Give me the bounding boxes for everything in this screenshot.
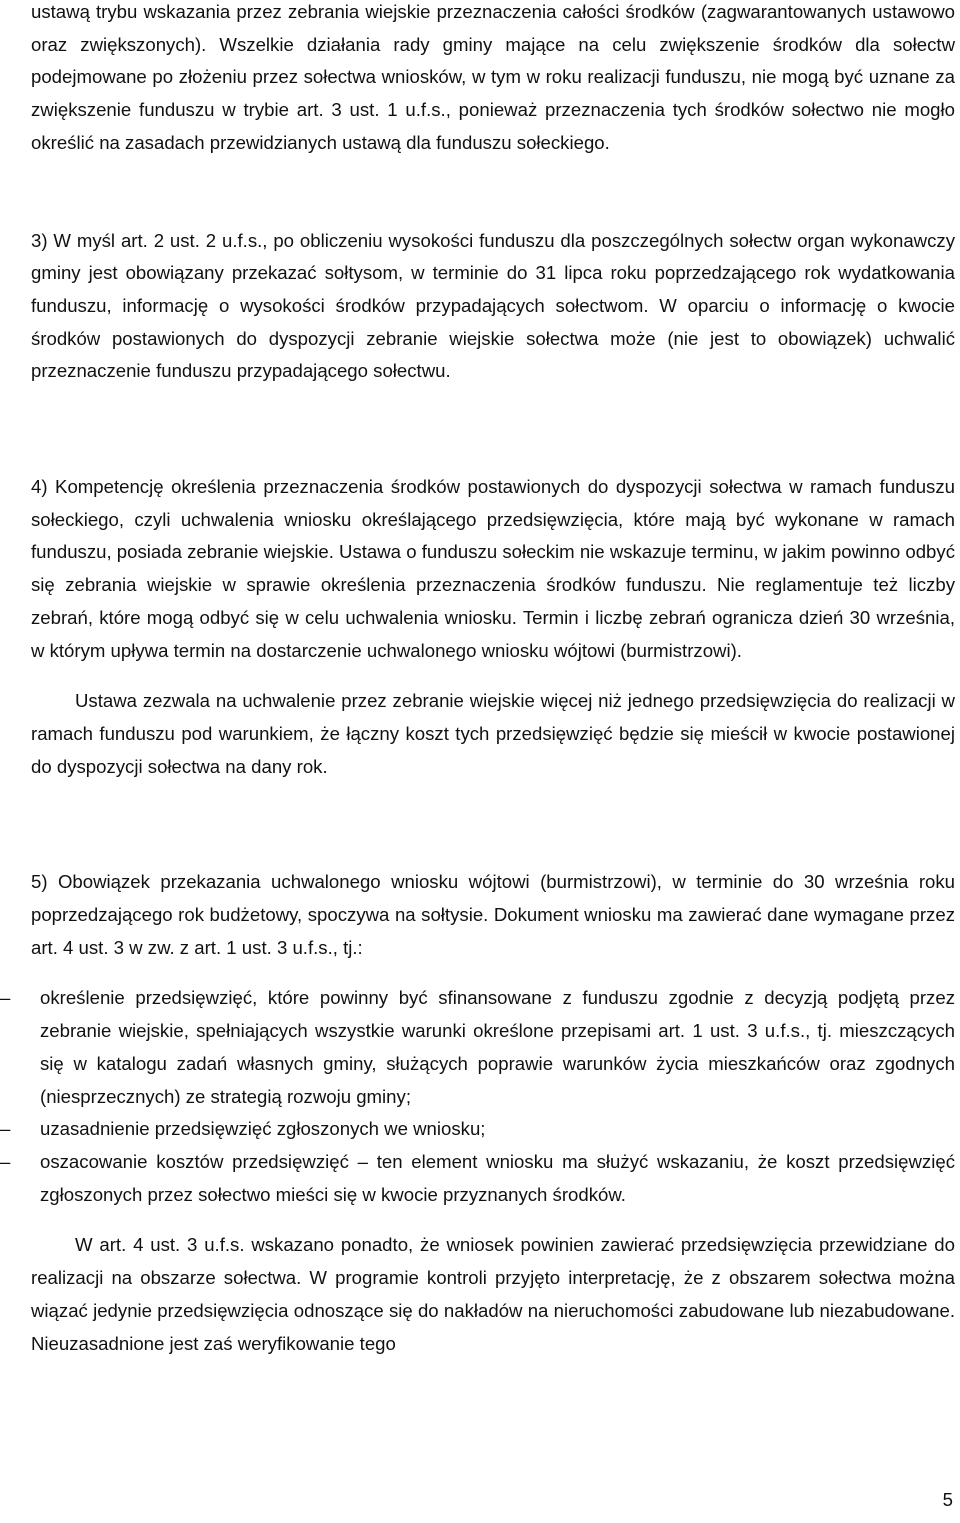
- page-number: 5: [942, 1489, 953, 1510]
- paragraph-point-5: 5) Obowiązek przekazania uchwalonego wniosku wójtowi (burmistrzowi), w terminie do 30 września roku poprzedzającego rok budżetowy, spoczywa na sołtysie. Dokument wniosku ma zawierać dane wymagane przez art. 4 ust. 3 w zw. z art. 1 ust. 3 u.f.s., tj.:: [31, 871, 955, 958]
- spacer: [31, 160, 955, 225]
- paragraph-point-3: 3) W myśl art. 2 ust. 2 u.f.s., po obliczeniu wysokości funduszu dla poszczególnych sołectw organ wykonawczy gminy jest obowiązany przekazać sołtysom, w terminie do 31 lipca roku poprzedzającego rok wydatkowania funduszu, informację o wysokości środków przypadających sołectwom. W oparciu o informację o kwocie środków postawionych do dyspozycji zebranie wiejskie sołectwa może (nie jest to obowiązek) uchwalić przeznaczenie funduszu przypadającego sołectwu.: [31, 229, 955, 382]
- dash-marker: –: [0, 1118, 11, 1140]
- list-item-text: określenie przedsięwzięć, które powinny być sfinansowane z funduszu zgodnie z decyzją podjętą przez zebranie wiejskie, spełniających wszystkie warunki określone przepisami art. 1 ust. 3 u.f.s., tj. mieszczących się w katalogu zadań własnych gminy, służących poprawie warunków życia mieszkańców oraz zgodnych (niesprzecznych) ze strategią rozwoju gminy;: [40, 987, 955, 1107]
- list-item: [0, 1113, 955, 1146]
- list-item-text: oszacowanie kosztów przedsięwzięć – ten element wniosku ma służyć wskazaniu, że koszt przedsięwzięć zgłoszonych przez sołectwo mieści się w kwocie przyznanych środków.: [40, 1150, 955, 1205]
- spacer: [31, 667, 955, 685]
- paragraph-continued: ustawą trybu wskazania przez zebrania wiejskie przeznaczenia całości środków (zagwarantowanych ustawowo oraz zwiększonych). Wszelkie działania rady gminy mające na celu zwiększenie środków dla sołectw podejmowane po złożeniu przez sołectwa wniosków, w tym w roku realizacji funduszu, nie mogą być uznane za zwiększenie funduszu w trybie art. 3 ust. 1 u.f.s., ponieważ przeznaczenia tych środków sołectwo nie mogło określić na zasadach przewidzianych ustawą dla funduszu sołeckiego.: [31, 1, 955, 153]
- requirements-list: [0, 982, 955, 1211]
- spacer: [31, 848, 955, 866]
- list-item: [0, 1146, 955, 1211]
- list-item: [0, 982, 955, 1113]
- spacer: [31, 964, 955, 982]
- spacer: [31, 388, 955, 453]
- paragraph-point-4: 4) Kompetencję określenia przeznaczenia środków postawionych do dyspozycji sołectwa w ramach funduszu sołeckiego, czyli uchwalenia wniosku określającego przedsięwzięcia, które mają być wykonane w ramach funduszu, posiada zebranie wiejskie. Ustawa o funduszu sołeckim nie wskazuje terminu, w jakim powinno odbyć się zebrania wiejskie w sprawie określenia przeznaczenia środków funduszu. Nie reglamentuje też liczby zebrań, które mogą odbyć się w celu uchwalenia wniosku. Termin i liczbę zebrań ogranicza dzień 30 września, w którym upływa termin na dostarczenie uchwalonego wniosku wójtowi (burmistrzowi).: [31, 476, 955, 661]
- spacer: [31, 783, 955, 848]
- paragraph-point-4-continuation: Ustawa zezwala na uchwalenie przez zebranie wiejskie więcej niż jednego przedsięwzięcia do realizacji w ramach funduszu pod warunkiem, że łączny koszt tych przedsięwzięć będzie się mieścił w kwocie postawionej do dyspozycji sołectwa na dany rok.: [31, 690, 955, 777]
- dash-marker: –: [0, 1150, 11, 1172]
- list-item-text: uzasadnienie przedsięwzięć zgłoszonych we wniosku;: [40, 1118, 486, 1140]
- paragraph-art4-note: W art. 4 ust. 3 u.f.s. wskazano ponadto, że wniosek powinien zawierać przedsięwzięcia przewidziane do realizacji na obszarze sołectwa. W programie kontroli przyjęto interpretację, że z obszarem sołectwa można wiązać jedynie przedsięwzięcia odnoszące się do nakładów na nieruchomości zabudowane lub niezabudowane. Nieuzasadnione jest zaś weryfikowanie tego: [31, 1234, 955, 1354]
- dash-marker: –: [0, 987, 11, 1009]
- spacer: [31, 1211, 955, 1229]
- spacer: [31, 453, 955, 471]
